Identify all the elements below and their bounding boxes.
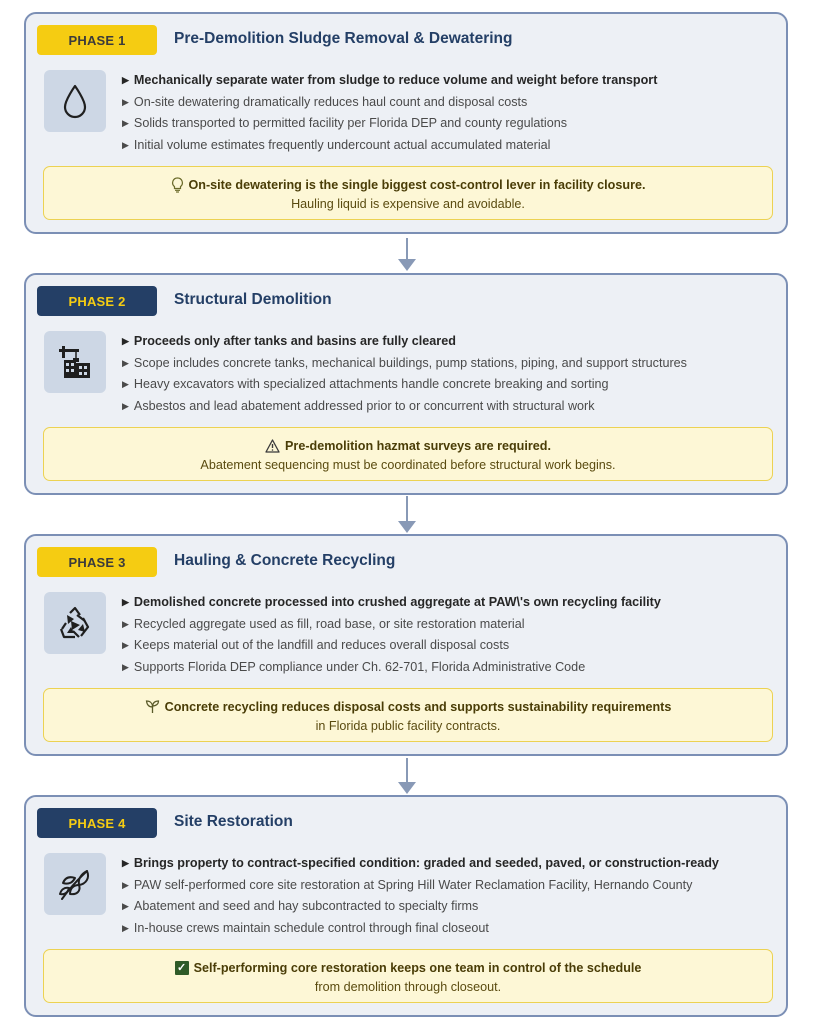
list-item: ▶ Abatement and seed and hay subcontracted to specialty firms	[122, 899, 479, 914]
list-item: ▶ In-house crews maintain schedule control through final closeout	[122, 920, 489, 935]
callout-headline: Self-performing core restoration keeps one team in control of the schedule	[193, 960, 642, 975]
recycle-icon	[44, 592, 106, 654]
flow-arrow	[398, 238, 416, 271]
lightbulb-icon	[171, 177, 184, 193]
leaves-icon	[44, 853, 106, 915]
demolition-building-icon	[44, 331, 106, 393]
list-item: ▶ Scope includes concrete tanks, mechanical buildings, pump stations, piping, and support structures	[122, 355, 687, 370]
phase-3-card	[24, 534, 788, 756]
callout-text: in Florida public facility contracts.	[315, 719, 501, 733]
list-item: ▶ Supports Florida DEP compliance under Ch. 62-701, Florida Administrative Code	[122, 659, 586, 674]
callout-text: Abatement sequencing must be coordinated before structural work begins.	[200, 458, 616, 472]
phase-title: Hauling & Concrete Recycling	[174, 552, 396, 569]
list-item: ▶ Initial volume estimates frequently undercount actual accumulated material	[122, 137, 551, 152]
phase-1-card	[24, 12, 788, 234]
warning-icon	[265, 439, 280, 453]
flow-arrow	[398, 758, 416, 794]
phase-4-card	[24, 795, 788, 1017]
callout-text: Hauling liquid is expensive and avoidable.	[291, 197, 525, 211]
phase-badge: PHASE 3	[37, 547, 157, 577]
callout-headline: On-site dewatering is the single biggest cost-control lever in facility closure.	[188, 177, 646, 192]
callout-text: from demolition through closeout.	[314, 980, 502, 994]
water-drop-icon	[44, 70, 106, 132]
list-item: ▶ Asbestos and lead abatement addressed prior to or concurrent with structural work	[122, 398, 595, 413]
bullet-list	[122, 853, 719, 939]
callout-headline: Concrete recycling reduces disposal costs and supports sustainability requirements	[164, 699, 672, 714]
bullet-list	[122, 592, 661, 678]
phase-title: Structural Demolition	[174, 291, 332, 308]
list-item: ▶ PAW self-performed core site restoration at Spring Hill Water Reclamation Facility, Hernando County	[122, 877, 693, 892]
phase-badge: PHASE 4	[37, 808, 157, 838]
callout-box	[43, 166, 773, 220]
list-item: ▶ Brings property to contract-specified condition: graded and seeded, paved, or construction-ready	[122, 856, 719, 870]
list-item: ▶ Proceeds only after tanks and basins are fully cleared	[122, 334, 456, 348]
callout-box	[43, 949, 773, 1003]
list-item: ▶ On-site dewatering dramatically reduces haul count and disposal costs	[122, 94, 528, 109]
list-item: ▶ Mechanically separate water from sludge to reduce volume and weight before transport	[122, 73, 658, 87]
checkbox-icon: ✓	[175, 961, 189, 975]
list-item: ▶ Keeps material out of the landfill and reduces overall disposal costs	[122, 638, 510, 653]
list-item: ▶ Heavy excavators with specialized attachments handle concrete breaking and sorting	[122, 377, 609, 392]
callout-box	[43, 427, 773, 481]
bullet-list	[122, 70, 657, 156]
phase-title: Pre-Demolition Sludge Removal & Dewatering	[174, 30, 513, 47]
list-item: ▶ Demolished concrete processed into crushed aggregate at PAW\'s own recycling facility	[122, 595, 661, 609]
callout-box	[43, 688, 773, 742]
callout-headline: Pre-demolition hazmat surveys are required.	[285, 438, 551, 453]
list-item: ▶ Solids transported to permitted facility per Florida DEP and county regulations	[122, 116, 567, 131]
list-item: ▶ Recycled aggregate used as fill, road base, or site restoration material	[122, 616, 525, 631]
phase-badge: PHASE 2	[37, 286, 157, 316]
flow-arrow	[398, 496, 416, 533]
phase-2-card	[24, 273, 788, 495]
bullet-list	[122, 331, 687, 417]
phase-badge: PHASE 1	[37, 25, 157, 55]
seedling-icon	[145, 699, 160, 714]
phase-title: Site Restoration	[174, 813, 293, 830]
